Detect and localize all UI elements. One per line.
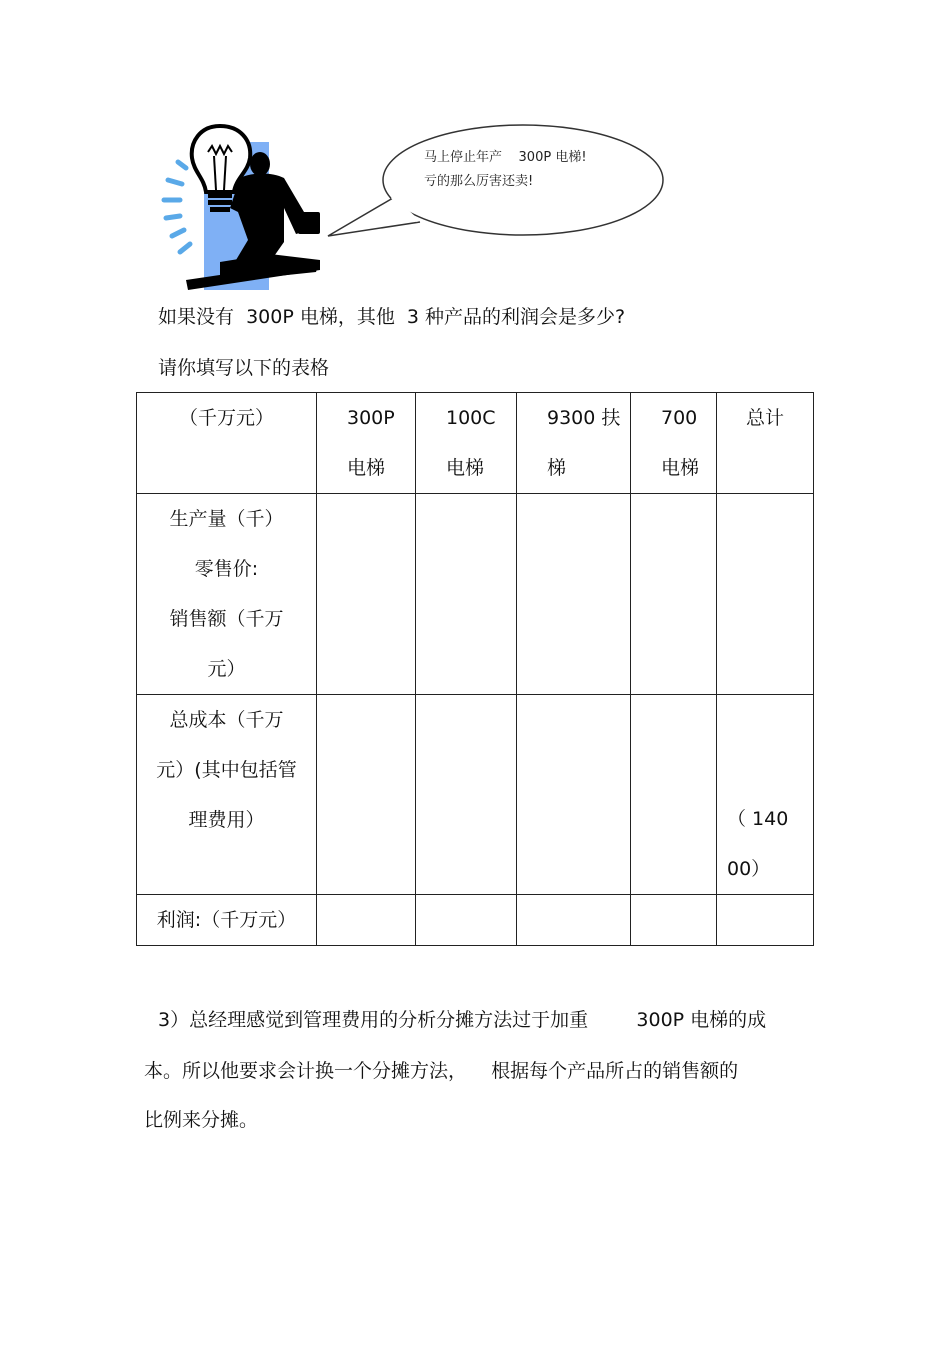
section3-line-3: 比例来分摊。	[144, 1109, 259, 1131]
total-cost-value[interactable]: （ 140 00）	[717, 695, 814, 895]
col-header-9300: 9300 扶 梯	[517, 393, 631, 494]
row-label-total-cost: 总成本（千万 元）(其中包括管 理费用）	[137, 695, 317, 895]
input-cell[interactable]	[517, 494, 631, 695]
question-text: 如果没有 300P 电梯，其他 3 种产品的利润会是多少?	[158, 306, 626, 328]
instruction-text: 请你填写以下的表格	[158, 357, 330, 379]
input-cell[interactable]	[631, 895, 717, 946]
table-row	[137, 895, 814, 946]
corner-cell: （千万元）	[137, 393, 317, 494]
input-cell[interactable]	[317, 494, 416, 695]
input-cell[interactable]	[416, 895, 517, 946]
input-cell[interactable]	[517, 695, 631, 895]
table-row	[137, 494, 814, 695]
businessman-lightbulb-clipart	[160, 112, 325, 290]
col-header-total: 总计	[717, 393, 814, 494]
section3-line-2: 本。所以他要求会计换一个分摊方法， 根据每个产品所占的销售额的	[144, 1060, 739, 1082]
row-label-sales: 生产量（千） 零售价: 销售额（千万 元）	[137, 494, 317, 695]
input-cell[interactable]	[416, 695, 517, 895]
section3-line-1: 3）总经理感觉到管理费用的分析分摊方法过于加重 300P 电梯的成	[158, 1009, 767, 1031]
input-cell[interactable]	[317, 895, 416, 946]
input-cell[interactable]	[717, 494, 814, 695]
input-cell[interactable]	[416, 494, 517, 695]
col-header-700: 700 电梯	[631, 393, 717, 494]
profit-table	[136, 392, 814, 946]
table-row	[137, 695, 814, 895]
bubble-line-2: 亏的那么厉害还卖!	[424, 174, 534, 189]
header-row	[137, 393, 814, 494]
input-cell[interactable]	[317, 695, 416, 895]
col-header-300p: 300P 电梯	[317, 393, 416, 494]
row-label-profit: 利润:（千万元）	[137, 895, 317, 946]
bubble-line-1: 马上停止年产 300P 电梯!	[424, 150, 587, 165]
input-cell[interactable]	[631, 695, 717, 895]
col-header-100c: 100C 电梯	[416, 393, 517, 494]
input-cell[interactable]	[631, 494, 717, 695]
light-rays	[164, 162, 190, 252]
input-cell[interactable]	[717, 895, 814, 946]
input-cell[interactable]	[517, 895, 631, 946]
